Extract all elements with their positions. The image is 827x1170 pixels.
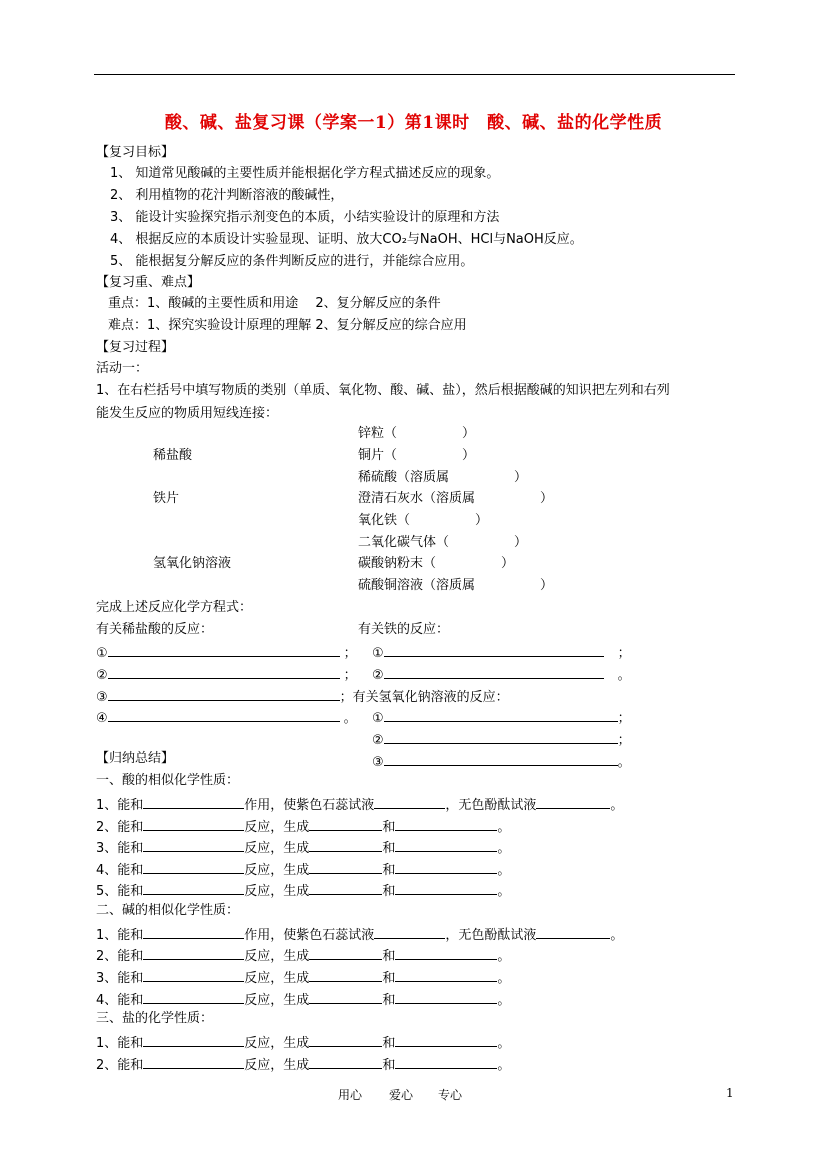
footer-text: 爱心 (389, 1088, 414, 1102)
answer-blank[interactable] (536, 795, 610, 809)
answer-blank[interactable] (143, 881, 244, 895)
right-substance: 氧化铁（ ） (358, 513, 489, 528)
property-row: 1、能和 作用，使紫色石蕊试液 ，无色酚酞试液 。 (96, 925, 623, 944)
right-substance: 澄清石灰水（溶质属 ） (358, 491, 554, 506)
equation-line: ② 。 (372, 665, 631, 684)
answer-blank[interactable] (395, 838, 497, 852)
answer-blank[interactable] (395, 881, 497, 895)
answer-blank[interactable] (143, 838, 244, 852)
answer-blank[interactable] (536, 925, 610, 939)
answer-blank[interactable] (143, 925, 244, 939)
acid-heading: 一、酸的相似化学性质： (96, 773, 240, 788)
answer-blank[interactable] (309, 1033, 382, 1047)
goal-item: 4、 根据反应的本质设计实验显现、证明、放大CO₂与NaOH、HCl与NaOH反应。 (110, 232, 583, 247)
property-row: 2、能和 反应，生成 和 。 (96, 817, 510, 836)
answer-blank[interactable] (395, 1033, 497, 1047)
answer-blank[interactable] (384, 752, 618, 766)
answer-blank[interactable] (143, 795, 244, 809)
process-heading: 【复习过程】 (96, 340, 175, 355)
question-line: 能发生反应的物质用短线连接： (96, 406, 279, 421)
property-row: 1、能和 反应，生成 和 。 (96, 1033, 510, 1052)
answer-blank[interactable] (309, 881, 382, 895)
right-substance: 稀硫酸（溶质属 ） (358, 470, 528, 485)
footer-text: 用心 (338, 1088, 363, 1102)
answer-blank[interactable] (143, 817, 244, 831)
header-rule (94, 74, 735, 75)
answer-blank[interactable] (143, 968, 244, 982)
answer-blank[interactable] (309, 946, 382, 960)
answer-blank[interactable] (384, 730, 618, 744)
property-row: 5、能和 反应，生成 和 。 (96, 881, 510, 900)
answer-blank[interactable] (143, 990, 244, 1004)
property-row: 1、能和 作用，使紫色石蕊试液 ，无色酚酞试液 。 (96, 795, 623, 814)
answer-blank[interactable] (384, 665, 604, 679)
property-row: 4、能和 反应，生成 和 。 (96, 860, 510, 879)
answer-blank[interactable] (309, 990, 382, 1004)
answer-blank[interactable] (143, 946, 244, 960)
answer-blank[interactable] (395, 1055, 497, 1069)
complete-label: 完成上述反应化学方程式： (96, 600, 253, 615)
answer-blank[interactable] (309, 838, 382, 852)
activity-label: 活动一： (96, 361, 149, 376)
left-substance: 铁片 (153, 491, 180, 506)
equation-line: ③ ；有关氢氧化钠溶液的反应： (96, 687, 509, 706)
hcl-heading: 有关稀盐酸的反应： (96, 622, 214, 637)
answer-blank[interactable] (143, 1055, 244, 1069)
right-substance: 硫酸铜溶液（溶质属 ） (358, 578, 554, 593)
answer-blank[interactable] (108, 665, 340, 679)
page-number: 1 (726, 1086, 734, 1100)
answer-blank[interactable] (108, 687, 340, 701)
right-substance: 二氧化碳气体（ ） (358, 535, 528, 550)
answer-blank[interactable] (395, 990, 497, 1004)
fe-heading: 有关铁的反应： (358, 622, 450, 637)
property-row: 3、能和 反应，生成 和 。 (96, 838, 510, 857)
goal-item: 1、 知道常见酸碱的主要性质并能根据化学方程式描述反应的现象。 (110, 166, 500, 181)
answer-blank[interactable] (395, 860, 497, 874)
question-line: 1、在右栏括号中填写物质的类别（单质、氧化物、酸、碱、盐），然后根据酸碱的知识把左列和右列 (96, 383, 670, 398)
equation-line: ② ； (96, 665, 357, 684)
property-row: 2、能和 反应，生成 和 。 (96, 946, 510, 965)
goal-item: 5、 能根据复分解反应的条件判断反应的进行，并能综合应用。 (110, 254, 474, 269)
answer-blank[interactable] (395, 946, 497, 960)
answer-blank[interactable] (143, 1033, 244, 1047)
goal-item: 3、 能设计实验探究指示剂变色的本质，小结实验设计的原理和方法 (110, 210, 500, 225)
equation-line: ④ 。 (96, 708, 357, 727)
property-row: 4、能和 反应，生成 和 。 (96, 990, 510, 1009)
goals-heading: 【复习目标】 (96, 145, 175, 160)
equation-line: ① ； (96, 643, 357, 662)
base-heading: 二、碱的相似化学性质： (96, 903, 240, 918)
answer-blank[interactable] (374, 795, 445, 809)
left-substance: 氢氧化钠溶液 (153, 556, 232, 571)
right-substance: 锌粒（ ） (358, 426, 476, 441)
property-row: 3、能和 反应，生成 和 。 (96, 968, 510, 987)
right-substance: 碳酸钠粉末（ ） (358, 556, 515, 571)
answer-blank[interactable] (108, 643, 340, 657)
page-title: 酸、碱、盐复习课（学案一1）第1课时 酸、碱、盐的化学性质 (164, 113, 663, 133)
key-point: 重点：1、酸碱的主要性质和用途 2、复分解反应的条件 (108, 296, 441, 311)
answer-blank[interactable] (108, 708, 340, 722)
answer-blank[interactable] (309, 1055, 382, 1069)
answer-blank[interactable] (384, 708, 618, 722)
answer-blank[interactable] (374, 925, 445, 939)
answer-blank[interactable] (384, 643, 604, 657)
answer-blank[interactable] (309, 860, 382, 874)
equation-line: ① ； (372, 643, 631, 662)
answer-blank[interactable] (143, 860, 244, 874)
footer-text: 专心 (438, 1088, 463, 1102)
answer-blank[interactable] (309, 817, 382, 831)
answer-blank[interactable] (395, 968, 497, 982)
answer-blank[interactable] (309, 968, 382, 982)
summary-heading: 【归纳总结】 (96, 751, 175, 766)
right-substance: 铜片（ ） (358, 448, 476, 463)
difficult-point: 难点：1、探究实验设计原理的理解 2、复分解反应的综合应用 (108, 318, 467, 333)
equation-line: ① ； (372, 708, 631, 727)
salt-heading: 三、盐的化学性质： (96, 1011, 214, 1026)
property-row: 2、能和 反应，生成 和 。 (96, 1055, 510, 1074)
goal-item: 2、 利用植物的花汁判断溶液的酸碱性， (110, 188, 344, 203)
answer-blank[interactable] (395, 817, 497, 831)
keypoints-heading: 【复习重、难点】 (96, 275, 201, 290)
left-substance: 稀盐酸 (153, 448, 193, 463)
equation-line: ③ 。 (372, 752, 631, 771)
equation-line: ② ； (372, 730, 631, 749)
